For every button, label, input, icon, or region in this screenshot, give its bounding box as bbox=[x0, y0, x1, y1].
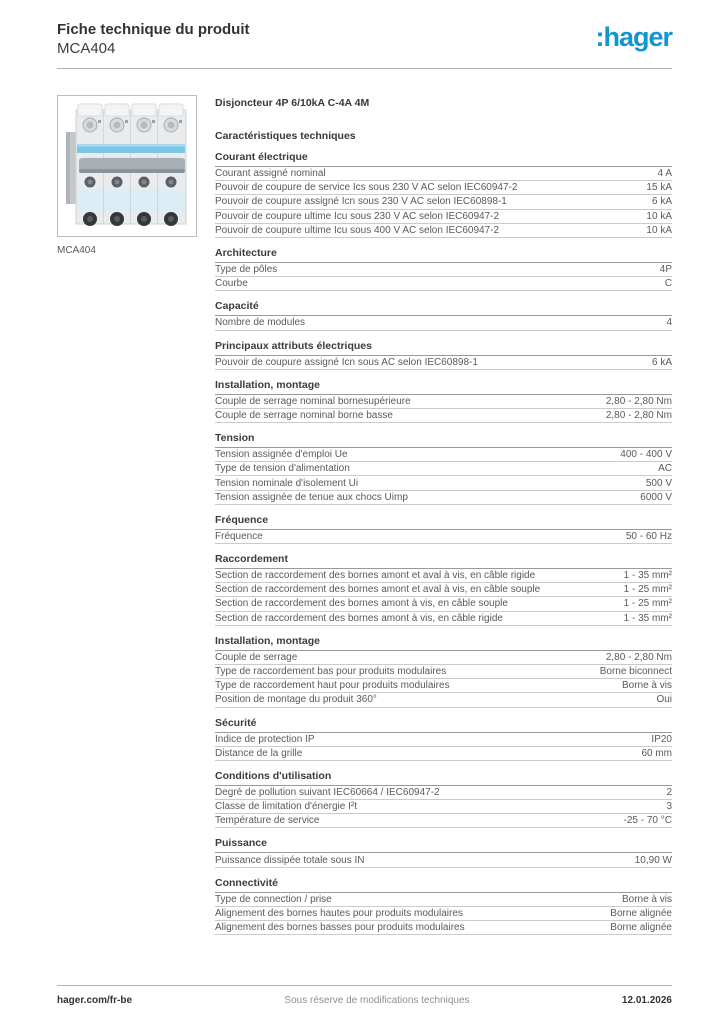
spec-label: Type de pôles bbox=[215, 264, 278, 276]
spec-label: Tension nominale d'isolement Ui bbox=[215, 477, 359, 489]
spec-row bbox=[215, 263, 672, 277]
spec-label: Section de raccordement des bornes amont et aval à vis, en câble rigide bbox=[215, 570, 536, 582]
header-divider bbox=[57, 68, 672, 69]
spec-row bbox=[215, 679, 672, 693]
spec-label: Type de tension d'alimentation bbox=[215, 463, 350, 475]
spec-value: 1 - 25 mm² bbox=[623, 598, 672, 610]
product-image bbox=[57, 95, 197, 237]
spec-row bbox=[215, 853, 672, 867]
spec-row bbox=[215, 530, 672, 544]
spec-value: 3 bbox=[666, 801, 672, 813]
spec-row bbox=[215, 569, 672, 583]
spec-value: 2 bbox=[666, 786, 672, 798]
characteristics-title: Caractéristiques techniques bbox=[215, 130, 356, 142]
spec-section bbox=[215, 247, 672, 291]
spec-row bbox=[215, 921, 672, 935]
spec-label: Section de raccordement des bornes amont et aval à vis, en câble souple bbox=[215, 584, 541, 596]
footer-disclaimer: Sous réserve de modifications techniques bbox=[284, 995, 470, 1006]
spec-label: Degré de pollution suivant IEC60664 / IEC60947-2 bbox=[215, 786, 440, 798]
spec-value: 2,80 - 2,80 Nm bbox=[605, 651, 672, 663]
spec-label: Couple de serrage nominal borne basse bbox=[215, 409, 393, 421]
spec-column bbox=[215, 95, 672, 935]
spec-label: Puissance dissipée totale sous IN bbox=[215, 854, 365, 866]
spec-value: Borne alignée bbox=[610, 907, 672, 919]
spec-row bbox=[215, 277, 672, 291]
spec-label: Pouvoir de coupure assigné Icn sous 230 V AC selon IEC60898-1 bbox=[215, 196, 507, 208]
spec-label: Température de service bbox=[215, 815, 320, 827]
spec-section-title: Puissance bbox=[215, 837, 672, 853]
spec-row bbox=[215, 665, 672, 679]
header-titles bbox=[57, 20, 250, 58]
spec-section bbox=[215, 514, 672, 544]
spec-row bbox=[215, 356, 672, 370]
spec-section-title: Capacité bbox=[215, 300, 672, 316]
spec-value: 10 kA bbox=[646, 224, 672, 236]
spec-value: 1 - 35 mm² bbox=[623, 612, 672, 624]
spec-value: 10 kA bbox=[646, 210, 672, 222]
spec-value: 50 - 60 Hz bbox=[625, 530, 672, 542]
spec-value: C bbox=[664, 278, 672, 290]
spec-value: Borne biconnect bbox=[599, 666, 672, 678]
spec-row bbox=[215, 195, 672, 209]
spec-value: Borne à vis bbox=[621, 680, 672, 692]
spec-label: Type de raccordement haut pour produits modulaires bbox=[215, 680, 450, 692]
spec-value: IP20 bbox=[651, 733, 672, 745]
spec-value: 2,80 - 2,80 Nm bbox=[605, 395, 672, 407]
spec-row bbox=[215, 800, 672, 814]
spec-row bbox=[215, 462, 672, 476]
hager-logo: :hager bbox=[595, 22, 672, 52]
spec-value: 2,80 - 2,80 Nm bbox=[605, 409, 672, 421]
spec-row bbox=[215, 651, 672, 665]
spec-section bbox=[215, 340, 672, 370]
spec-row bbox=[215, 316, 672, 330]
spec-row bbox=[215, 907, 672, 921]
spec-label: Type de connection / prise bbox=[215, 893, 332, 905]
spec-label: Section de raccordement des bornes amont à vis, en câble rigide bbox=[215, 612, 503, 624]
content-area bbox=[57, 95, 672, 935]
spec-section-title: Architecture bbox=[215, 247, 672, 263]
spec-value: 4 A bbox=[657, 168, 672, 180]
spec-section bbox=[215, 877, 672, 936]
spec-label: Nombre de modules bbox=[215, 317, 306, 329]
spec-value: 10,90 W bbox=[634, 854, 672, 866]
document-title: Fiche technique du produit bbox=[57, 21, 250, 38]
circuit-breaker-image bbox=[64, 102, 190, 230]
spec-label: Type de raccordement bas pour produits modulaires bbox=[215, 666, 447, 678]
spec-label: Alignement des bornes hautes pour produits modulaires bbox=[215, 907, 463, 919]
spec-section-title: Raccordement bbox=[215, 553, 672, 569]
spec-row bbox=[215, 747, 672, 761]
spec-value: 6 kA bbox=[651, 356, 672, 368]
spec-row bbox=[215, 409, 672, 423]
spec-value: 4 bbox=[666, 317, 672, 329]
spec-value: 1 - 35 mm² bbox=[623, 570, 672, 582]
spec-row bbox=[215, 786, 672, 800]
spec-section-title: Installation, montage bbox=[215, 379, 672, 395]
footer-divider bbox=[57, 985, 672, 986]
spec-row bbox=[215, 210, 672, 224]
spec-label: Pouvoir de coupure ultime Icu sous 230 V AC selon IEC60947-2 bbox=[215, 210, 500, 222]
spec-value: 400 - 400 V bbox=[620, 449, 672, 461]
spec-row bbox=[215, 597, 672, 611]
spec-label: Distance de la grille bbox=[215, 747, 303, 759]
spec-section bbox=[215, 151, 672, 238]
spec-row bbox=[215, 167, 672, 181]
spec-value: 4P bbox=[659, 264, 672, 276]
spec-value: AC bbox=[658, 463, 672, 475]
spec-label: Tension assignée d'emploi Ue bbox=[215, 449, 348, 461]
spec-value: Borne à vis bbox=[621, 893, 672, 905]
spec-value: 60 mm bbox=[641, 747, 672, 759]
spec-section bbox=[215, 635, 672, 708]
product-name: Disjoncteur 4P 6/10kA C-4A 4M bbox=[215, 97, 370, 109]
spec-value: 6 kA bbox=[651, 196, 672, 208]
spec-section bbox=[215, 379, 672, 423]
spec-label: Pouvoir de coupure de service Ics sous 230 V AC selon IEC60947-2 bbox=[215, 182, 518, 194]
footer-website: hager.com/fr-be bbox=[57, 995, 133, 1006]
spec-section bbox=[215, 432, 672, 505]
page-footer bbox=[57, 995, 672, 1006]
spec-value: 500 V bbox=[645, 477, 672, 489]
spec-value: 6000 V bbox=[640, 491, 672, 503]
spec-section-title: Courant électrique bbox=[215, 151, 672, 167]
product-image-column bbox=[57, 95, 215, 935]
spec-label: Classe de limitation d'énergie I²t bbox=[215, 801, 357, 813]
spec-row bbox=[215, 476, 672, 490]
spec-label: Fréquence bbox=[215, 530, 263, 542]
footer-date: 12.01.2026 bbox=[621, 995, 672, 1006]
spec-row bbox=[215, 893, 672, 907]
spec-row bbox=[215, 814, 672, 828]
spec-section bbox=[215, 553, 672, 626]
spec-label: Tension assignée de tenue aux chocs Uimp bbox=[215, 491, 408, 503]
spec-section-title: Sécurité bbox=[215, 717, 672, 733]
spec-label: Pouvoir de coupure ultime Icu sous 400 V AC selon IEC60947-2 bbox=[215, 224, 500, 236]
spec-label: Pouvoir de coupure assigné Icn sous AC selon IEC60898-1 bbox=[215, 356, 478, 368]
spec-label: Couple de serrage bbox=[215, 651, 298, 663]
spec-section bbox=[215, 300, 672, 330]
page-header bbox=[57, 20, 672, 58]
spec-row bbox=[215, 491, 672, 505]
spec-sections bbox=[215, 151, 672, 935]
spec-label: Couple de serrage nominal bornesupérieure bbox=[215, 395, 411, 407]
spec-section-title: Principaux attributs électriques bbox=[215, 340, 672, 356]
spec-section-title: Conditions d'utilisation bbox=[215, 770, 672, 786]
spec-section-title: Fréquence bbox=[215, 514, 672, 530]
spec-row bbox=[215, 448, 672, 462]
product-code: MCA404 bbox=[57, 40, 116, 57]
spec-value: Oui bbox=[656, 694, 672, 706]
spec-value: 1 - 25 mm² bbox=[623, 584, 672, 596]
product-image-caption: MCA404 bbox=[57, 245, 96, 256]
spec-label: Courbe bbox=[215, 278, 248, 290]
spec-section-title: Connectivité bbox=[215, 877, 672, 893]
spec-section bbox=[215, 837, 672, 867]
spec-row bbox=[215, 224, 672, 238]
spec-section bbox=[215, 717, 672, 761]
spec-row bbox=[215, 583, 672, 597]
spec-label: Indice de protection IP bbox=[215, 733, 315, 745]
spec-row bbox=[215, 693, 672, 707]
spec-value: 15 kA bbox=[646, 182, 672, 194]
spec-row bbox=[215, 733, 672, 747]
spec-label: Position de montage du produit 360° bbox=[215, 694, 377, 706]
spec-section-title: Tension bbox=[215, 432, 672, 448]
spec-row bbox=[215, 612, 672, 626]
spec-row bbox=[215, 395, 672, 409]
spec-label: Courant assigné nominal bbox=[215, 168, 326, 180]
spec-row bbox=[215, 181, 672, 195]
spec-section-title: Installation, montage bbox=[215, 635, 672, 651]
spec-value: Borne alignée bbox=[610, 922, 672, 934]
spec-label: Alignement des bornes basses pour produits modulaires bbox=[215, 922, 465, 934]
spec-value: -25 - 70 °C bbox=[623, 815, 672, 827]
spec-section bbox=[215, 770, 672, 829]
spec-label: Section de raccordement des bornes amont à vis, en câble souple bbox=[215, 598, 508, 610]
